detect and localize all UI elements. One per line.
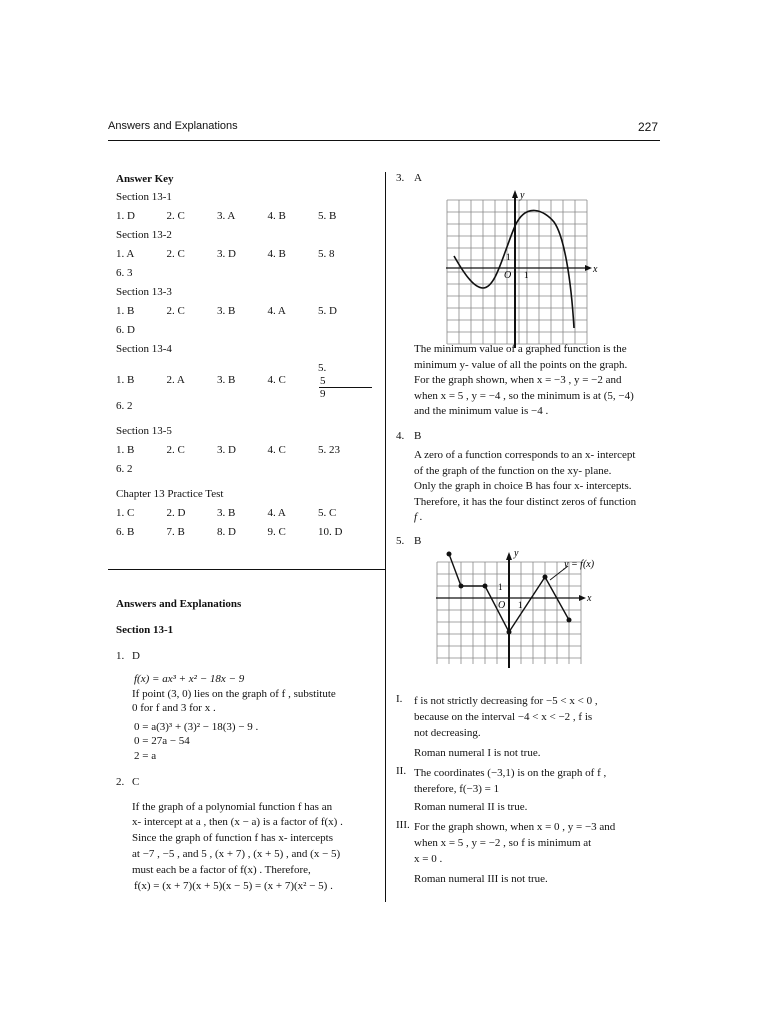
- explanation-line: The coordinates (−3,1) is on the graph of f ,: [414, 767, 607, 779]
- explanation-line: because on the interval −4 < x < −2 , f is: [414, 711, 593, 723]
- answer-cell: 3. B: [217, 374, 236, 386]
- explanations-right: [396, 172, 658, 885]
- answer-cell: 8. D: [217, 526, 236, 538]
- answer-cell: 2. D: [166, 507, 186, 519]
- answer-cell: 2. C: [166, 248, 185, 260]
- answer-row: [116, 247, 378, 266]
- question-4-header: [396, 430, 658, 442]
- explanation-line: The minimum value of a graphed function is the: [414, 343, 627, 355]
- question-answer: D: [132, 650, 140, 662]
- answer-cell: 4. A: [267, 507, 286, 519]
- answer-cell: 4. C: [267, 444, 286, 456]
- answer-cell: 2. C: [166, 210, 185, 222]
- section-label: Section 13-2: [116, 229, 172, 241]
- answer-cell: 3. D: [217, 248, 236, 260]
- answer-cell: 3. B: [217, 305, 236, 317]
- header-rule: [108, 140, 660, 141]
- answer-cell: 10. D: [318, 526, 343, 538]
- answer-cell: 1. C: [116, 507, 135, 519]
- roman-item-iii: [396, 819, 658, 887]
- roman-item-ii: [396, 765, 658, 815]
- page-number: 227: [637, 120, 658, 134]
- x-axis-label: x: [593, 264, 598, 275]
- explanation-line: For the graph shown, when x = 0 , y = −3 and: [414, 821, 616, 833]
- explanation-line: Since the graph of function f has x- intercepts: [132, 832, 333, 845]
- section-label: Chapter 13 Practice Test: [116, 488, 224, 500]
- answer-cell-fraction: [318, 361, 369, 400]
- roman-numeral: II.: [396, 765, 407, 777]
- answer-cell: 7. B: [166, 526, 185, 538]
- answer-cell: 1. B: [116, 444, 135, 456]
- question-number: 1.: [116, 650, 125, 662]
- question-3-header: [396, 172, 658, 186]
- answer-row: [116, 399, 378, 418]
- y-axis-arrow: [506, 552, 512, 560]
- answer-row: [116, 304, 378, 323]
- question-number: 3.: [396, 172, 405, 184]
- explanation-line: For the graph shown, when x = −3 , y = −2 and: [414, 374, 622, 387]
- section-label: Section 13-4: [116, 343, 172, 355]
- section-label: Section 13-5: [116, 425, 172, 437]
- explanation-line: and the minimum value is −4 .: [414, 405, 549, 418]
- question-2-header: [116, 776, 378, 800]
- question-4-explanation: [414, 448, 658, 526]
- question-5-explanation: [396, 693, 658, 887]
- answer-cell: 3. D: [217, 444, 236, 456]
- question-2-explanation: [132, 800, 378, 895]
- explanation-line: Roman numeral III is not true.: [414, 873, 548, 885]
- answer-cell: 2. C: [166, 305, 185, 317]
- explanation-line: of the graph of the function on the xy- plane.: [414, 464, 612, 477]
- explanation-line: If point (3, 0) lies on the graph of f , substitute: [132, 687, 336, 700]
- question-answer: A: [414, 172, 422, 184]
- y-tick-label: 1: [498, 582, 503, 592]
- explanation-line: Roman numeral I is not true.: [414, 747, 541, 759]
- explanation-line: Only the graph in choice B has four x- intercepts.: [414, 480, 632, 493]
- equation: 2 = a: [134, 749, 157, 762]
- x-tick-label: 1: [524, 270, 529, 280]
- question-5-graph: [396, 550, 658, 668]
- answer-cell: 6. 2: [116, 463, 133, 475]
- curve-label: y = f(x): [564, 559, 595, 570]
- y-axis-label: y: [520, 190, 525, 201]
- explanation-line: not decreasing.: [414, 727, 481, 739]
- answer-cell: 1. A: [116, 248, 135, 260]
- answer-key: [116, 172, 378, 544]
- question-number: 5.: [396, 535, 405, 547]
- equation: f(x) = (x + 7)(x + 5)(x − 5) = (x + 7)(x² − 5) .: [134, 879, 333, 892]
- answer-row: [116, 443, 378, 462]
- explanation-line: Roman numeral II is true.: [414, 801, 528, 813]
- explanations-title: Answers and Explanations: [116, 598, 242, 610]
- explanation-line: at −7 , −5 , and 5 , (x + 7) , (x + 5) , and (x − 5): [132, 847, 341, 860]
- explanation-line: when x = 5 , y = −2 , so f is minimum at: [414, 837, 592, 849]
- question-1-header: [116, 650, 378, 672]
- answer-cell: 4. B: [267, 210, 286, 222]
- answer-cell: 5. B: [318, 210, 337, 222]
- answer-cell: 1. D: [116, 210, 135, 222]
- question-1-explanation: [132, 672, 378, 764]
- explanation-line: must each be a factor of f(x) . Therefore,: [132, 863, 311, 876]
- answer-cell: 2. A: [166, 374, 185, 386]
- answer-cell: 4. B: [267, 248, 286, 260]
- explanation-line: x = 0 .: [414, 853, 443, 865]
- answer-prefix: 5.: [318, 361, 327, 374]
- y-axis-label: y: [514, 550, 519, 559]
- origin-label: O: [498, 600, 506, 611]
- fraction-numerator: 5: [319, 375, 372, 388]
- explanation-line: 0 for f and 3 for x .: [132, 702, 216, 715]
- column-divider: [385, 172, 386, 902]
- explanation-line: f .: [414, 511, 423, 524]
- question-answer: C: [132, 775, 140, 788]
- answer-row: [116, 525, 378, 544]
- answer-cell: 4. C: [267, 374, 286, 386]
- answer-row: [116, 266, 378, 285]
- answer-cell: 6. 2: [116, 400, 133, 412]
- explanation-line: Therefore, it has the four distinct zeros of function: [414, 495, 637, 508]
- answer-cell: 6. 3: [116, 267, 133, 279]
- answer-row: [116, 506, 378, 525]
- equation: 0 = a(3)³ + (3)² − 18(3) − 9 .: [134, 720, 259, 733]
- fraction-denominator: 9: [320, 387, 326, 400]
- explanation-line: therefore, f(−3) = 1: [414, 783, 500, 795]
- x-tick-label: 1: [518, 600, 523, 610]
- answer-cell: 5. C: [318, 507, 337, 519]
- fraction: [320, 375, 371, 400]
- roman-numeral: III.: [396, 819, 410, 831]
- running-header-title: Answers and Explanations: [108, 120, 238, 132]
- explanation-line: If the graph of a polynomial function f has an: [132, 800, 333, 813]
- explanation-line: minimum y- value of all the points on the graph.: [414, 358, 628, 371]
- question-number: 2.: [116, 775, 125, 788]
- roman-numeral: I.: [396, 693, 403, 705]
- explanation-line: A zero of a function corresponds to an x- intercept: [414, 449, 636, 461]
- explanations-left: [116, 598, 378, 894]
- section-label: Section 13-1: [116, 191, 172, 203]
- answer-row: [116, 323, 378, 342]
- question-3-explanation: [414, 342, 658, 420]
- question-5-header: [396, 535, 658, 547]
- explanation-line: x- intercept at a , then (x − a) is a factor of f(x) .: [132, 816, 343, 829]
- answer-cell: 5. 8: [318, 248, 335, 260]
- x-axis-arrow: [585, 265, 592, 271]
- question-answer: B: [414, 535, 422, 547]
- answer-cell: 2. C: [166, 444, 185, 456]
- answer-cell: 3. B: [217, 507, 236, 519]
- equation: 0 = 27a − 54: [134, 735, 190, 748]
- question-number: 4.: [396, 430, 405, 442]
- answer-cell: 4. A: [267, 305, 286, 317]
- answer-key-title: Answer Key: [116, 173, 174, 185]
- y-axis-arrow: [512, 190, 518, 198]
- x-axis-label: x: [587, 593, 592, 604]
- answer-cell: 5. D: [318, 305, 337, 317]
- answer-row: [116, 462, 378, 481]
- answer-cell: 6. B: [116, 526, 135, 538]
- answer-cell: 1. B: [116, 374, 135, 386]
- x-axis-arrow: [579, 595, 586, 601]
- answer-cell: 9. C: [267, 526, 286, 538]
- explanation-line: f is not strictly decreasing for −5 < x < 0 ,: [414, 695, 598, 707]
- explanation-line: when x = 5 , y = −4 , so the minimum is at (5, −4): [414, 389, 634, 402]
- equation: f(x) = ax³ + x² − 18x − 9: [134, 673, 245, 685]
- question-3-graph: [396, 188, 658, 348]
- roman-item-i: [396, 693, 658, 761]
- answer-row: [116, 361, 378, 399]
- origin-label: O: [504, 270, 512, 281]
- answer-cell: 3. A: [217, 210, 236, 222]
- answer-row: [116, 209, 378, 228]
- answer-key-divider: [108, 569, 385, 570]
- section-label: Section 13-3: [116, 286, 172, 298]
- question-answer: B: [414, 430, 422, 442]
- answer-cell: 6. D: [116, 324, 135, 336]
- explanations-section: Section 13-1: [116, 624, 174, 636]
- y-tick-label: 1: [506, 252, 511, 262]
- answer-cell: 1. B: [116, 305, 135, 317]
- answer-cell: 5. 23: [318, 444, 340, 456]
